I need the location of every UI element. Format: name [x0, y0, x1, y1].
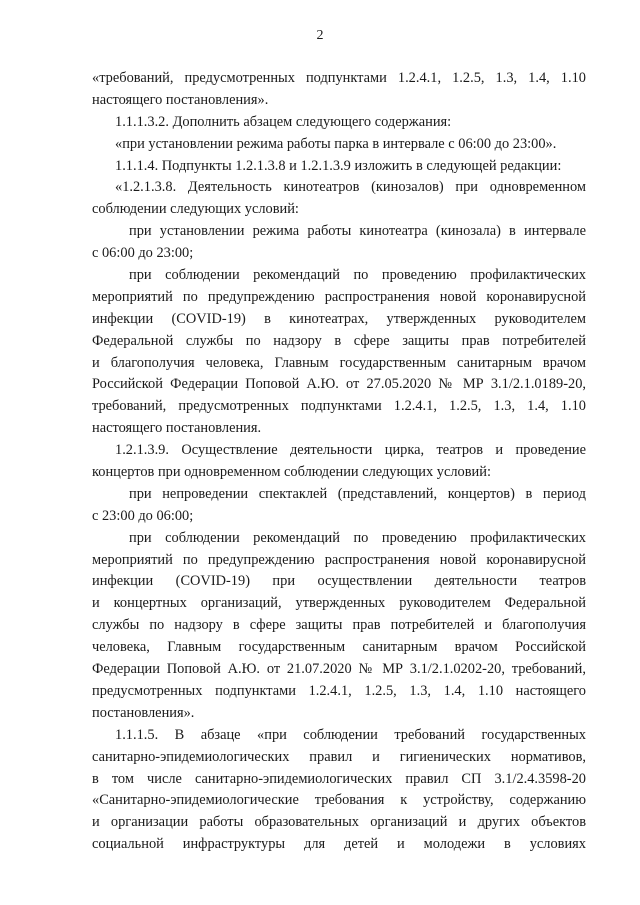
text-line: постановления». — [92, 704, 195, 721]
text-line: 1.2.1.3.9. Осуществление деятельности цирка, театров и проведение — [115, 442, 586, 459]
text-line: требований, предусмотренных подпунктами 1.2.4.1, 1.2.5, 1.3, 1.4, 1.10 — [92, 398, 586, 415]
text-line: социальной инфраструктуры для детей и молодежи в условиях — [92, 836, 586, 853]
text-line: соблюдении следующих условий: — [92, 201, 299, 218]
text-line: мероприятий по предупреждению распространения новой коронавирусной — [92, 288, 586, 305]
text-line: настоящего постановления. — [92, 420, 262, 437]
text-line: инфекции (COVID-19) при осуществлении деятельности театров — [92, 573, 586, 590]
text-line: санитарно-эпидемиологических правил и гигиенических нормативов, — [92, 748, 586, 765]
text-line: 1.1.1.5. В абзаце «при соблюдении требований государственных — [115, 726, 586, 743]
text-line: с 23:00 до 06:00; — [92, 507, 194, 524]
text-line: концертов при одновременном соблюдении следующих условий: — [92, 464, 491, 481]
text-line: в том числе санитарно-эпидемиологических правил СП 3.1/2.4.3598-20 — [92, 770, 586, 787]
text-line: с 06:00 до 23:00; — [92, 245, 194, 262]
text-line: и концертных организаций, утвержденных руководителем Федеральной — [92, 595, 586, 612]
text-line: службы по надзору в сфере защиты прав потребителей и благополучия — [92, 617, 586, 634]
document-body — [92, 68, 586, 856]
text-line: при соблюдении рекомендаций по проведению профилактических — [129, 529, 586, 546]
text-line: «1.2.1.3.8. Деятельность кинотеатров (кинозалов) при одновременном — [115, 179, 586, 196]
text-line: «Санитарно-эпидемиологические требования к устройству, содержанию — [92, 792, 586, 809]
text-line: человека, Главным государственным санитарным врачом Российской — [92, 639, 586, 656]
text-line: и благополучия человека, Главным государственным санитарным врачом — [92, 354, 586, 371]
text-line: «требований, предусмотренных подпунктами 1.2.4.1, 1.2.5, 1.3, 1.4, 1.10 — [92, 70, 586, 86]
text-line: мероприятий по предупреждению распространения новой коронавирусной — [92, 551, 586, 568]
text-line: 1.1.1.4. Подпункты 1.2.1.3.8 и 1.2.1.3.9 изложить в следующей редакции: — [115, 157, 562, 174]
text-line: при соблюдении рекомендаций по проведению профилактических — [129, 267, 586, 284]
text-line: Российской Федерации Поповой А.Ю. от 27.05.2020 № МР 3.1/2.1.0189-20, — [92, 376, 586, 393]
text-line: при установлении режима работы кинотеатра (кинозала) в интервале — [129, 223, 586, 240]
text-line: и организации работы образовательных организаций и других объектов — [92, 814, 586, 831]
text-line: Федеральной службы по надзору в сфере защиты прав потребителей — [92, 332, 586, 349]
text-line: 1.1.1.3.2. Дополнить абзацем следующего содержания: — [115, 113, 452, 130]
page-number: 2 — [316, 28, 324, 43]
text-line: инфекции (COVID-19) в кинотеатрах, утвержденных руководителем — [92, 310, 586, 327]
text-line: Федерации Поповой А.Ю. от 21.07.2020 № МР 3.1/2.1.0202-20, требований, — [92, 661, 586, 678]
text-line: настоящего постановления». — [92, 91, 269, 108]
text-line: «при установлении режима работы парка в интервале с 06:00 до 23:00». — [115, 135, 557, 152]
text-line: при непроведении спектаклей (представлений, концертов) в период — [129, 485, 586, 502]
text-line: предусмотренных подпунктами 1.2.4.1, 1.2.5, 1.3, 1.4, 1.10 настоящего — [92, 682, 586, 699]
